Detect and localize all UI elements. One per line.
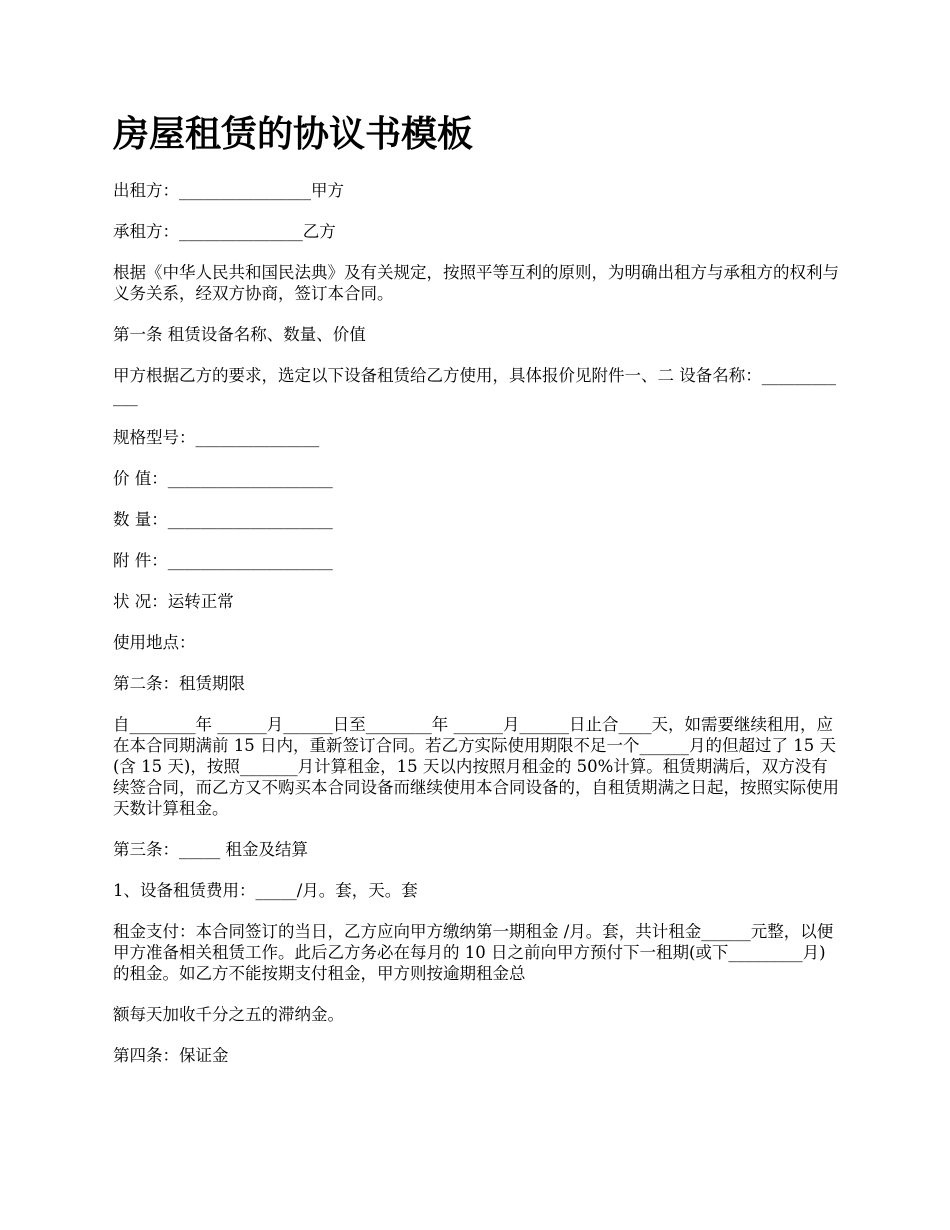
late-fee-line: 额每天加收千分之五的滞纳金。 [113, 1005, 344, 1024]
lessor-line: 出租方：________________甲方 [113, 181, 344, 200]
preamble-paragraph: 根据《中华人民共和国民法典》及有关规定，按照平等互利的原则，为明确出租方与承租方的权利与义务关系，经双方协商，签订本合同。 [113, 263, 839, 303]
article-2-heading: 第二条：租赁期限 [113, 674, 245, 693]
quantity-line: 数 量：____________________ [113, 510, 333, 529]
article-1-heading: 第一条 租赁设备名称、数量、价值 [113, 325, 366, 344]
document-page [113, 110, 839, 1086]
lease-term-paragraph: 自________年 ______月______日至________年 ______月______日止合____天，如需要继续租用，应在本合同期满前 15 日内，重新签订合同。若乙方实际使用期限不足一个______月的但超过了 15 天(含 15 天)，按照_______月计算租金，15 天以内按照月租金的 50%计算。租赁期满后，双方没有续签合同，而乙方又不购买本合同设备而继续使用本合同设备的，自租赁期满之日起，按照实际使用天数计算租金。 [113, 715, 839, 818]
lessee-line: 承租方：_______________乙方 [113, 222, 336, 241]
rent-payment-paragraph: 租金支付：本合同签订的当日，乙方应向甲方缴纳第一期租金 /月。套，共计租金______元整，以便甲方准备相关租赁工作。此后乙方务必在每月的 10 日之前向甲方预付下一租期(或下_________月)的租金。如乙方不能按期支付租金，甲方则按逾期租金总 [113, 922, 834, 983]
model-spec-line: 规格型号：_______________ [113, 428, 320, 447]
article-4-heading: 第四条：保证金 [113, 1046, 229, 1065]
document-title: 房屋租赁的协议书模板 [113, 114, 474, 155]
condition-line: 状 况：运转正常 [113, 592, 234, 611]
attachment-line: 附 件：____________________ [113, 551, 333, 570]
article-3-heading: 第三条：_____ 租金及结算 [113, 840, 308, 859]
equipment-selection-paragraph: 甲方根据乙方的要求，选定以下设备租赁给乙方使用，具体报价见附件一、二 设备名称：____________ [113, 366, 836, 406]
value-line: 价 值：____________________ [113, 469, 333, 488]
rental-fee-line: 1、设备租赁费用：_____/月。套，天。套 [113, 881, 418, 900]
location-line: 使用地点： [113, 633, 196, 652]
